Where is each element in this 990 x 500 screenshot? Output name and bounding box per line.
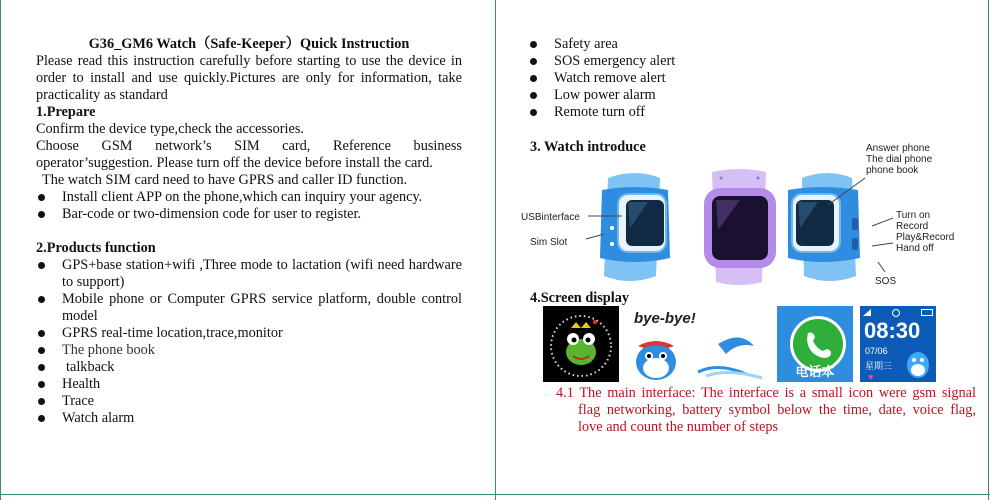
- prepare-heading: 1.Prepare: [36, 104, 96, 120]
- label-dial-phone: The dial phone: [866, 154, 933, 165]
- bullet-icon: [38, 364, 45, 371]
- bullet-icon: [38, 415, 45, 422]
- screen-byebye-image: [628, 306, 770, 382]
- bullet-icon: [530, 109, 537, 116]
- list-item: Low power alarm: [528, 87, 960, 104]
- bottom-border: [0, 494, 990, 495]
- screen-frog-image: [543, 306, 619, 382]
- clock-time: 08:30: [864, 318, 921, 343]
- prepare-bullets: [36, 189, 462, 223]
- bullet-icon: [38, 262, 45, 269]
- dolphin-icon: [903, 345, 933, 379]
- list-item: Watch remove alert: [528, 70, 960, 87]
- screen-heading: 4.Screen display: [530, 290, 630, 306]
- bullet-icon: [38, 347, 45, 354]
- prepare-line-1: Confirm the device type,check the accessories.: [36, 121, 304, 137]
- prepare-line-2a: Choose GSM network’s SIM card, Reference business: [36, 138, 462, 154]
- bullet-icon: [530, 58, 537, 65]
- products-bullets: [36, 257, 462, 427]
- clock-date: 07/06: [865, 346, 888, 356]
- clock-weekday: 星期三: [865, 362, 893, 372]
- list-item: Mobile phone or Computer GPRS service platform, double control model: [36, 291, 462, 325]
- list-item: Trace: [36, 393, 462, 410]
- wifi-icon: [892, 309, 900, 317]
- bullet-icon: [38, 211, 45, 218]
- intro-paragraph: Please read this instruction carefully before starting to use the device in order to install and use quickly.Pictures are only for information, take practicality as standard: [36, 53, 462, 103]
- bullet-icon: [38, 296, 45, 303]
- bullet-icon: [530, 75, 537, 82]
- list-item: GPRS real-time location,trace,monitor: [36, 325, 462, 342]
- list-item: Health: [36, 376, 462, 393]
- phonebook-label: 电话本: [795, 365, 835, 380]
- right-page-border: [988, 0, 989, 500]
- products-heading: 2.Products function: [36, 240, 156, 256]
- right-page: [528, 36, 960, 121]
- label-phone-book: phone book: [866, 165, 919, 176]
- label-record: Record: [896, 221, 929, 232]
- signal-icon: [863, 309, 871, 316]
- bullet-icon: [38, 330, 45, 337]
- bullet-icon: [530, 92, 537, 99]
- status-icons: [863, 309, 933, 317]
- list-item: Watch alarm: [36, 410, 462, 427]
- list-item: Safety area: [528, 36, 960, 53]
- left-page-border: [0, 0, 1, 500]
- list-item: Install client APP on the phone,which can inquiry your agency.: [36, 189, 462, 206]
- label-sos: SOS: [875, 276, 897, 287]
- screen-phonebook-image: [777, 306, 853, 382]
- watch-heading: 3. Watch introduce: [530, 139, 646, 155]
- byebye-text: bye-bye!: [634, 310, 696, 327]
- label-turn-on: Turn on: [896, 210, 931, 221]
- list-item: SOS emergency alert: [528, 53, 960, 70]
- list-item: The phone book: [36, 342, 462, 359]
- label-usb-interface: USBinterface: [521, 212, 580, 223]
- document-title: G36_GM6 Watch（Safe-Keeper）Quick Instruction: [88, 36, 410, 52]
- label-hand-off: Hand off: [896, 243, 934, 254]
- screen-clock-image: [860, 306, 936, 382]
- page-divider: [495, 0, 496, 500]
- list-item: Bar-code or two-dimension code for user to register.: [36, 206, 462, 223]
- left-page: [36, 36, 462, 427]
- bullet-icon: [38, 381, 45, 388]
- main-interface-note: 4.1 The main interface: The interface is a small icon were gsm signal flag networking, battery symbol below the time, date, voice flag, love and count the number of steps: [556, 385, 976, 435]
- bullet-icon: [38, 398, 45, 405]
- bullet-icon: [530, 41, 537, 48]
- bullet-icon: [38, 194, 45, 201]
- prepare-line-2b: operator’suggestion. Please turn off the device before install the card.: [36, 155, 433, 171]
- label-answer-phone: Answer phone: [866, 143, 930, 154]
- label-sim-slot: Sim Slot: [530, 237, 568, 248]
- list-item: Remote turn off: [528, 104, 960, 121]
- heart-icon: ♥: [868, 372, 874, 382]
- list-item: talkback: [36, 359, 462, 376]
- label-play-record: Play&Record: [896, 232, 955, 243]
- prepare-line-3: The watch SIM card need to have GPRS and caller ID function.: [42, 172, 408, 188]
- list-item: GPS+base station+wifi ,Three mode to lactation (wifi need hardware to support): [36, 257, 462, 291]
- battery-icon: [921, 309, 933, 316]
- alert-bullets: [528, 36, 960, 121]
